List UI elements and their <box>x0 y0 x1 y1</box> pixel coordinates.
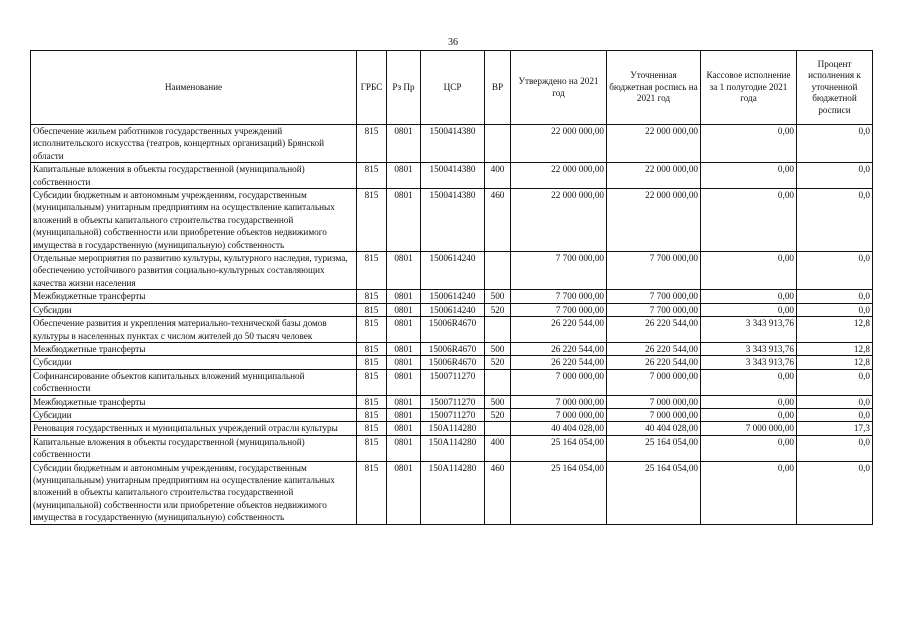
row-refined: 7 700 000,00 <box>607 303 701 316</box>
row-percent: 0,0 <box>797 290 873 303</box>
row-grbs: 815 <box>357 395 387 408</box>
row-refined: 22 000 000,00 <box>607 125 701 163</box>
table-body <box>31 125 873 525</box>
row-vr: 400 <box>485 163 511 189</box>
row-csr: 15006R4670 <box>421 342 485 355</box>
row-name: Капитальные вложения в объекты государственной (муниципальной) собственности <box>31 435 357 461</box>
row-vr: 400 <box>485 435 511 461</box>
header-rzpr: Рз Пр <box>387 51 421 125</box>
row-refined: 22 000 000,00 <box>607 163 701 189</box>
row-csr: 150A114280 <box>421 422 485 435</box>
row-grbs: 815 <box>357 422 387 435</box>
row-percent: 0,0 <box>797 189 873 252</box>
header-name: Наименование <box>31 51 357 125</box>
header-row <box>31 51 873 125</box>
row-vr <box>485 422 511 435</box>
row-cash: 0,00 <box>701 395 797 408</box>
row-rzpr: 0801 <box>387 189 421 252</box>
row-vr: 500 <box>485 290 511 303</box>
row-vr: 460 <box>485 189 511 252</box>
row-rzpr: 0801 <box>387 252 421 290</box>
row-cash: 3 343 913,76 <box>701 342 797 355</box>
row-name: Обеспечение развития и укрепления материально-технической базы домов культуры в населенных пунктах с числом жителей до 50 тысяч человек <box>31 317 357 343</box>
row-approved: 22 000 000,00 <box>511 125 607 163</box>
row-refined: 7 000 000,00 <box>607 408 701 421</box>
row-percent: 17,3 <box>797 422 873 435</box>
table-row <box>31 303 873 316</box>
row-csr: 1500614240 <box>421 290 485 303</box>
row-approved: 7 700 000,00 <box>511 303 607 316</box>
row-cash: 0,00 <box>701 461 797 524</box>
header-cash: Кассовое исполнение за 1 полугодие 2021 года <box>701 51 797 125</box>
row-percent: 0,0 <box>797 435 873 461</box>
row-refined: 26 220 544,00 <box>607 342 701 355</box>
row-cash: 0,00 <box>701 369 797 395</box>
row-refined: 7 000 000,00 <box>607 369 701 395</box>
row-grbs: 815 <box>357 408 387 421</box>
row-percent: 0,0 <box>797 125 873 163</box>
row-refined: 26 220 544,00 <box>607 317 701 343</box>
row-grbs: 815 <box>357 369 387 395</box>
row-approved: 7 000 000,00 <box>511 408 607 421</box>
row-cash: 0,00 <box>701 290 797 303</box>
row-grbs: 815 <box>357 252 387 290</box>
header-grbs: ГРБС <box>357 51 387 125</box>
row-cash: 0,00 <box>701 303 797 316</box>
table-row <box>31 369 873 395</box>
row-name: Межбюджетные трансферты <box>31 395 357 408</box>
row-cash: 0,00 <box>701 435 797 461</box>
row-grbs: 815 <box>357 317 387 343</box>
row-cash: 0,00 <box>701 163 797 189</box>
row-vr <box>485 252 511 290</box>
row-csr: 1500711270 <box>421 408 485 421</box>
header-percent: Процент исполнения к уточненной бюджетной росписи <box>797 51 873 125</box>
row-percent: 12,8 <box>797 342 873 355</box>
row-csr: 150A114280 <box>421 435 485 461</box>
row-approved: 25 164 054,00 <box>511 461 607 524</box>
row-approved: 22 000 000,00 <box>511 163 607 189</box>
row-refined: 25 164 054,00 <box>607 435 701 461</box>
row-approved: 26 220 544,00 <box>511 342 607 355</box>
row-percent: 0,0 <box>797 408 873 421</box>
row-cash: 0,00 <box>701 252 797 290</box>
table-row <box>31 252 873 290</box>
row-cash: 0,00 <box>701 125 797 163</box>
row-approved: 40 404 028,00 <box>511 422 607 435</box>
row-csr: 1500614240 <box>421 303 485 316</box>
table-row <box>31 461 873 524</box>
row-vr <box>485 125 511 163</box>
row-rzpr: 0801 <box>387 342 421 355</box>
row-grbs: 815 <box>357 290 387 303</box>
table-row <box>31 356 873 369</box>
row-refined: 40 404 028,00 <box>607 422 701 435</box>
row-name: Капитальные вложения в объекты государственной (муниципальной) собственности <box>31 163 357 189</box>
row-refined: 7 000 000,00 <box>607 395 701 408</box>
header-csr: ЦСР <box>421 51 485 125</box>
row-cash: 0,00 <box>701 189 797 252</box>
row-percent: 0,0 <box>797 369 873 395</box>
row-rzpr: 0801 <box>387 163 421 189</box>
row-csr: 150A114280 <box>421 461 485 524</box>
row-approved: 22 000 000,00 <box>511 189 607 252</box>
table-row <box>31 408 873 421</box>
row-rzpr: 0801 <box>387 369 421 395</box>
row-percent: 12,8 <box>797 317 873 343</box>
row-name: Субсидии бюджетным и автономным учреждениям, государственным (муниципальным) унитарным предприятиям на осуществление капитальных вложений в объекты капитального строительства государственной (муниципальной) собственности или приобретение объектов недвижимого имущества в государственную (муниципальную) собственность <box>31 189 357 252</box>
table-row <box>31 163 873 189</box>
row-grbs: 815 <box>357 163 387 189</box>
row-rzpr: 0801 <box>387 290 421 303</box>
row-name: Обеспечение жильем работников государственных учреждений исполнительского искусства (театров, концертных организаций) Брянской области <box>31 125 357 163</box>
row-cash: 3 343 913,76 <box>701 317 797 343</box>
row-cash: 3 343 913,76 <box>701 356 797 369</box>
row-name: Субсидии <box>31 408 357 421</box>
row-csr: 1500414380 <box>421 125 485 163</box>
table-row <box>31 435 873 461</box>
row-grbs: 815 <box>357 303 387 316</box>
row-rzpr: 0801 <box>387 435 421 461</box>
row-csr: 1500414380 <box>421 189 485 252</box>
header-approved: Утверждено на 2021 год <box>511 51 607 125</box>
row-name: Отдельные мероприятия по развитию культуры, культурного наследия, туризма, обеспечению устойчивого развития социально-культурных составляющих качества жизни населения <box>31 252 357 290</box>
row-percent: 0,0 <box>797 395 873 408</box>
table-row <box>31 422 873 435</box>
row-refined: 7 700 000,00 <box>607 290 701 303</box>
row-refined: 22 000 000,00 <box>607 189 701 252</box>
row-vr <box>485 369 511 395</box>
table-row <box>31 342 873 355</box>
row-refined: 25 164 054,00 <box>607 461 701 524</box>
row-approved: 26 220 544,00 <box>511 356 607 369</box>
row-grbs: 815 <box>357 342 387 355</box>
row-percent: 0,0 <box>797 461 873 524</box>
table-row <box>31 395 873 408</box>
row-csr: 15006R4670 <box>421 317 485 343</box>
row-vr: 460 <box>485 461 511 524</box>
row-grbs: 815 <box>357 435 387 461</box>
row-cash: 0,00 <box>701 408 797 421</box>
row-refined: 26 220 544,00 <box>607 356 701 369</box>
row-grbs: 815 <box>357 125 387 163</box>
budget-table <box>30 50 873 525</box>
table-row <box>31 317 873 343</box>
table-row <box>31 125 873 163</box>
row-csr: 1500614240 <box>421 252 485 290</box>
row-approved: 26 220 544,00 <box>511 317 607 343</box>
row-refined: 7 700 000,00 <box>607 252 701 290</box>
header-vr: ВР <box>485 51 511 125</box>
row-name: Субсидии <box>31 356 357 369</box>
row-name: Субсидии <box>31 303 357 316</box>
row-name: Межбюджетные трансферты <box>31 342 357 355</box>
row-rzpr: 0801 <box>387 317 421 343</box>
row-name: Реновация государственных и муниципальных учреждений отрасли культуры <box>31 422 357 435</box>
row-percent: 0,0 <box>797 163 873 189</box>
row-rzpr: 0801 <box>387 461 421 524</box>
row-rzpr: 0801 <box>387 303 421 316</box>
page-number: 36 <box>448 37 458 48</box>
row-grbs: 815 <box>357 461 387 524</box>
row-percent: 12,8 <box>797 356 873 369</box>
row-vr: 500 <box>485 395 511 408</box>
row-rzpr: 0801 <box>387 408 421 421</box>
row-vr <box>485 317 511 343</box>
row-vr: 520 <box>485 303 511 316</box>
row-csr: 15006R4670 <box>421 356 485 369</box>
row-vr: 520 <box>485 356 511 369</box>
header-refined: Уточненная бюджетная роспись на 2021 год <box>607 51 701 125</box>
row-approved: 7 700 000,00 <box>511 290 607 303</box>
row-name: Субсидии бюджетным и автономным учреждениям, государственным (муниципальным) унитарным предприятиям на осуществление капитальных вложений в объекты капитального строительства государственной (муниципальной) собственности или приобретение объектов недвижимого имущества в государственную (муниципальную) собственность <box>31 461 357 524</box>
row-approved: 7 000 000,00 <box>511 395 607 408</box>
row-cash: 7 000 000,00 <box>701 422 797 435</box>
row-approved: 25 164 054,00 <box>511 435 607 461</box>
row-grbs: 815 <box>357 356 387 369</box>
row-percent: 0,0 <box>797 303 873 316</box>
row-vr: 520 <box>485 408 511 421</box>
row-csr: 1500711270 <box>421 369 485 395</box>
row-rzpr: 0801 <box>387 422 421 435</box>
row-name: Софинансирование объектов капитальных вложений муниципальной собственности <box>31 369 357 395</box>
row-rzpr: 0801 <box>387 125 421 163</box>
row-approved: 7 000 000,00 <box>511 369 607 395</box>
table-row <box>31 290 873 303</box>
table-row <box>31 189 873 252</box>
row-vr: 500 <box>485 342 511 355</box>
row-grbs: 815 <box>357 189 387 252</box>
row-csr: 1500414380 <box>421 163 485 189</box>
row-rzpr: 0801 <box>387 395 421 408</box>
row-rzpr: 0801 <box>387 356 421 369</box>
row-name: Межбюджетные трансферты <box>31 290 357 303</box>
row-approved: 7 700 000,00 <box>511 252 607 290</box>
row-percent: 0,0 <box>797 252 873 290</box>
row-csr: 1500711270 <box>421 395 485 408</box>
